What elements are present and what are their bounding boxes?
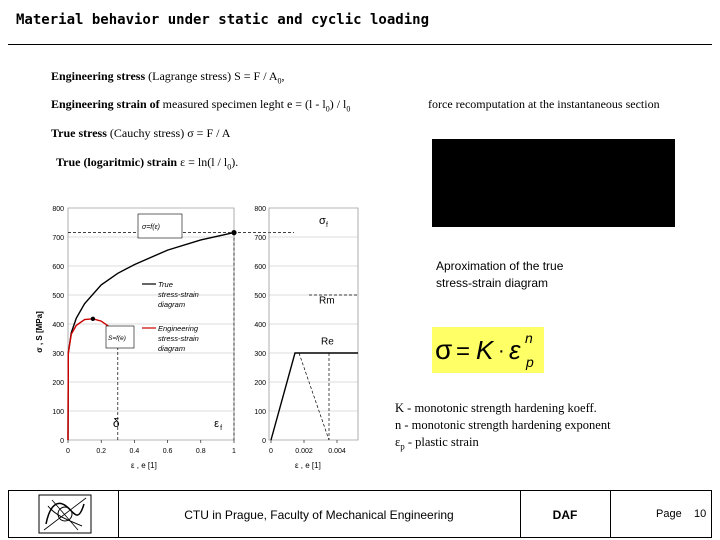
true-legend-label: stress-strain <box>158 290 199 299</box>
epsilon-f-label: ε <box>214 417 219 430</box>
footer-divider <box>610 490 611 538</box>
formula-exponent: n <box>525 330 533 346</box>
x-tick-label: 1 <box>232 448 236 455</box>
y-tick-label: 600 <box>52 264 64 271</box>
x-tick-label: 0 <box>269 448 273 455</box>
black-image-placeholder <box>432 139 675 227</box>
y-tick-label: 300 <box>52 351 64 358</box>
x-axis-label: ε , e [1] <box>295 461 321 470</box>
sigma-f-label: σ <box>319 214 326 227</box>
hardening-formula <box>432 327 544 373</box>
y-tick-label: 100 <box>52 409 64 416</box>
title-bar <box>0 0 720 40</box>
page-number: 10 <box>694 508 707 520</box>
ultimate-point <box>91 317 95 321</box>
x-tick-label: 0.004 <box>328 448 346 455</box>
stress-strain-chart <box>32 192 382 480</box>
page-label: Page <box>656 508 682 520</box>
y-tick-label: 400 <box>254 322 266 329</box>
formula-dot: · <box>498 340 505 362</box>
sigma-f-subscript: f <box>326 221 328 229</box>
formula-epsilon: ε <box>509 335 521 365</box>
true-legend-label: True <box>158 280 173 289</box>
y-tick-label: 0 <box>60 438 64 445</box>
engineering-stress-definition: Engineering stress (Lagrange stress) $S = F / A_0$, <box>51 69 285 86</box>
y-tick-label: 400 <box>52 322 64 329</box>
true-legend-label: diagram <box>158 300 186 309</box>
force-recomputation-note: force recomputation at the instantaneous section <box>428 97 660 111</box>
legend-K: K - monotonic strength hardening koeff. <box>395 401 597 415</box>
delta-label: δ <box>112 415 120 430</box>
formula-legend <box>395 400 611 456</box>
x-tick-label: 0.2 <box>96 448 107 455</box>
x-tick-label: 0 <box>66 448 70 455</box>
y-tick-label: 500 <box>254 293 266 300</box>
y-tick-label: 500 <box>52 293 64 300</box>
y-tick-label: 700 <box>52 235 64 242</box>
y-tick-label: 200 <box>254 380 266 387</box>
footer <box>0 488 720 540</box>
x-tick-label: 0.002 <box>295 448 313 455</box>
university-logo <box>38 494 92 534</box>
y-tick-label: 0 <box>262 438 266 445</box>
engineering-strain-definition: Engineering strain of measured specimen leght $e = (l - l_0) / l_0$ <box>51 97 351 114</box>
legend-n: n - monotonic strength hardening exponent <box>395 418 611 432</box>
y-tick-label: 700 <box>254 235 266 242</box>
approximation-caption: Aproximation of the true stress-strain diagram <box>436 259 564 290</box>
title-divider <box>8 44 712 45</box>
formula-sigma: σ <box>435 334 453 365</box>
y-axis-label: σ , S [MPa] <box>35 311 44 353</box>
y-tick-label: 100 <box>254 409 266 416</box>
x-tick-label: 0.4 <box>129 448 140 455</box>
re-label: Re <box>321 336 334 348</box>
true-strain-definition: True (logaritmic) strain $\varepsilon = \ln(l / l_0)$. <box>56 155 239 172</box>
y-tick-label: 600 <box>254 264 266 271</box>
department-label: DAF <box>552 508 578 522</box>
sigma-f-label: σ=f(ε) <box>142 224 160 231</box>
s-f-label: S=f(e) <box>108 335 126 342</box>
formula-K: K <box>476 335 494 365</box>
y-tick-label: 200 <box>52 380 64 387</box>
y-tick-label: 800 <box>254 206 266 213</box>
x-tick-label: 0.8 <box>195 448 206 455</box>
formula-subscript: p <box>526 354 534 370</box>
rm-label: Rm <box>319 295 335 307</box>
engineering-legend-label: Engineering <box>158 324 199 333</box>
slide-title: Material behavior under static and cyclic loading <box>16 12 430 28</box>
formula-equals: = <box>456 338 471 365</box>
epsilon-f-subscript: f <box>220 424 223 432</box>
engineering-legend-label: stress-strain <box>158 334 199 343</box>
legend-eps: $\varepsilon_p$ - plastic strain <box>395 435 479 452</box>
true-stress-definition: True stress (Cauchy stress) σ = F / A <box>51 126 231 140</box>
x-tick-label: 0.6 <box>162 448 173 455</box>
y-tick-label: 300 <box>254 351 266 358</box>
y-tick-label: 800 <box>52 206 64 213</box>
x-axis-label: ε , e [1] <box>131 461 157 470</box>
engineering-legend-label: diagram <box>158 344 186 353</box>
university-name: CTU in Prague, Faculty of Mechanical Engineering <box>184 508 454 522</box>
fracture-point <box>231 230 236 235</box>
